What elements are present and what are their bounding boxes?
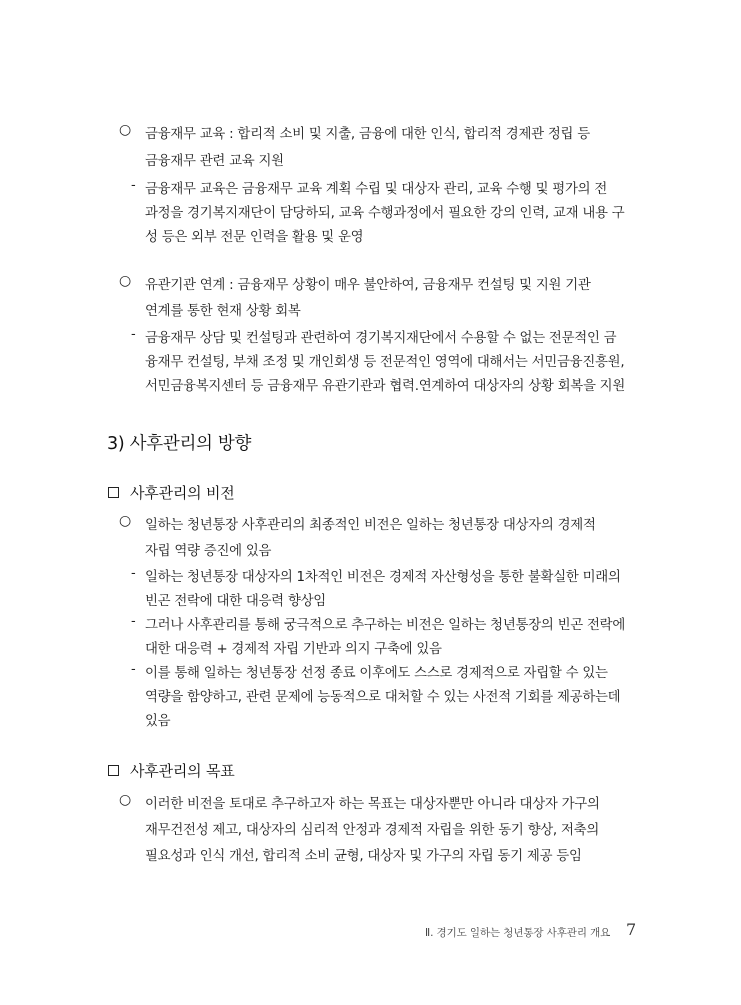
text-line: 금융재무 상담 및 컨설팅과 관련하여 경기복지재단에서 수용할 수 없는 전문적인 금 (145, 331, 617, 346)
dash-bullet: - (131, 662, 136, 677)
text-line: 이러한 비전을 토대로 추구하고자 하는 목표는 대상자뿐만 아니라 대상자 가구의 (145, 797, 600, 812)
text-line: 유관기관 연계 : 금융재무 상황이 매우 불안하여, 금융재무 컨설팅 및 지원 기관 (145, 278, 591, 293)
square-bullet-icon (108, 765, 119, 776)
text-line: 있음 (145, 714, 171, 729)
text-line: 성 등은 외부 전문 인력을 활용 및 운영 (145, 230, 364, 245)
subsection-title: 사후관리의 목표 (130, 762, 235, 780)
text-line: 금융재무 교육은 금융재무 교육 계획 수립 및 대상자 관리, 교육 수행 및 평가의 전 (145, 182, 608, 197)
section-heading: 3) 사후관리의 방향 (107, 434, 252, 454)
text-line: 일하는 청년통장 사후관리의 최종적인 비전은 일하는 청년통장 대상자의 경제적 (145, 518, 596, 533)
text-line: 금융재무 관련 교육 지원 (145, 154, 284, 169)
text-line: 역량을 함양하고, 관련 문제에 능동적으로 대처할 수 있는 사전적 기회를 제공하는데 (145, 690, 621, 705)
text-line: 연계를 통한 현재 상황 회복 (145, 304, 301, 319)
text-line: 일하는 청년통장 대상자의 1차적인 비전은 경제적 자산형성을 통한 불확실한 미래의 (145, 570, 621, 585)
text-line: 과정을 경기복지재단이 담당하되, 교육 수행과정에서 필요한 강의 인력, 교재 내용 구 (145, 206, 625, 221)
text-line: 금융재무 교육 : 합리적 소비 및 지출, 금융에 대한 인식, 합리적 경제관 정립 등 (145, 127, 590, 142)
circle-bullet: ○ (119, 273, 132, 289)
text-line: 자립 역량 증진에 있음 (145, 544, 272, 559)
text-line: 재무건전성 제고, 대상자의 심리적 안정과 경제적 자립을 위한 동기 향상, 저축의 (145, 823, 600, 838)
dash-bullet: - (131, 614, 136, 629)
text-line: 융재무 컨설팅, 부채 조정 및 개인회생 등 전문적인 영역에 대해서는 서민금융진흥원, (145, 355, 625, 370)
text-line: 빈곤 전락에 대한 대응력 향상임 (145, 594, 326, 609)
text-line: 대한 대응력 + 경제적 자립 기반과 의지 구축에 있음 (145, 642, 442, 657)
text-line: 그러나 사후관리를 통해 궁극적으로 추구하는 비전은 일하는 청년통장의 빈곤 전락에 (145, 618, 626, 633)
page-number: 7 (626, 920, 637, 939)
circle-bullet: ○ (119, 792, 132, 808)
dash-bullet: - (131, 327, 136, 342)
subsection-title: 사후관리의 비전 (130, 484, 235, 502)
text-line: 서민금융복지센터 등 금융재무 유관기관과 협력.연계하여 대상자의 상황 회복을 지원 (145, 379, 626, 394)
dash-bullet: - (131, 178, 136, 193)
text-line: 이를 통해 일하는 청년통장 선정 종료 이후에도 스스로 경제적으로 자립할 수 있는 (145, 666, 608, 681)
running-footer: Ⅱ. 경기도 일하는 청년통장 사후관리 개요 (425, 927, 611, 939)
text-line: 필요성과 인식 개선, 합리적 소비 균형, 대상자 및 가구의 자립 동기 제공 등임 (145, 849, 582, 864)
circle-bullet: ○ (119, 122, 132, 138)
dash-bullet: - (131, 566, 136, 581)
circle-bullet: ○ (119, 513, 132, 529)
square-bullet-icon (108, 487, 119, 498)
